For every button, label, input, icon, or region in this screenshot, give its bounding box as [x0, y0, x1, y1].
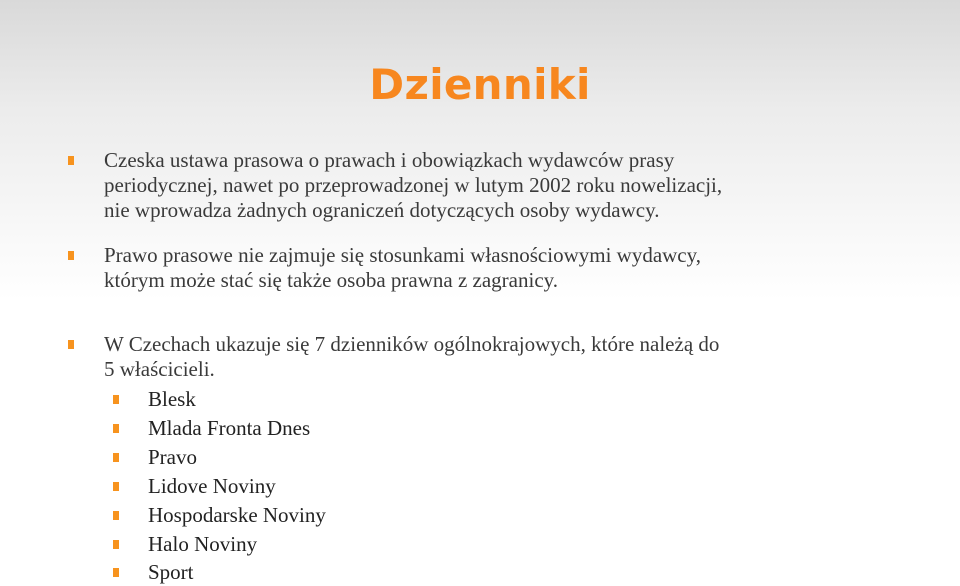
newspaper-name: Pravo [148, 445, 197, 469]
bullet-text-line: nie wprowadza żadnych ograniczeń dotyczących osoby wydawcy. [104, 198, 660, 222]
slide-title: Dzienniki [369, 60, 591, 109]
newspaper-name: Blesk [148, 387, 196, 411]
bullet-text-line: Prawo prasowe nie zajmuje się stosunkami własnościowymi wydawcy, [104, 243, 702, 267]
newspaper-item [148, 416, 310, 441]
newspaper-name: Sport [148, 560, 194, 584]
newspaper-item [148, 474, 276, 499]
bullet-text-line: którym może stać się także osoba prawna z zagranicy. [104, 268, 559, 292]
bullet-marker-icon [68, 340, 74, 349]
bullet-text-line: W Czechach ukazuje się 7 dzienników ogólnokrajowych, które należą do [104, 332, 720, 356]
bullet-dailies [104, 332, 719, 382]
sub-bullet-marker-icon [113, 568, 119, 577]
bullet-press-law [104, 148, 722, 223]
newspaper-item [148, 532, 257, 557]
newspaper-name: Hospodarske Noviny [148, 503, 326, 527]
newspaper-name: Halo Noviny [148, 532, 258, 556]
bullet-text-line: Czeska ustawa prasowa o prawach i obowiązkach wydawców prasy [104, 148, 675, 172]
newspaper-name: Mlada Fronta Dnes [148, 416, 311, 440]
sub-bullet-marker-icon [113, 395, 119, 404]
sub-bullet-marker-icon [113, 540, 119, 549]
newspaper-item [148, 445, 197, 470]
newspaper-name: Lidove Noviny [148, 474, 276, 498]
sub-bullet-marker-icon [113, 453, 119, 462]
newspaper-item [148, 387, 196, 412]
bullet-ownership [104, 243, 701, 293]
newspaper-item [148, 560, 194, 585]
sub-bullet-marker-icon [113, 482, 119, 491]
bullet-text-line: 5 właścicieli. [104, 357, 215, 381]
sub-bullet-marker-icon [113, 511, 119, 520]
bullet-marker-icon [68, 251, 74, 260]
bullet-text-line: periodycznej, nawet po przeprowadzonej w lutym 2002 roku nowelizacji, [104, 173, 723, 197]
newspaper-item [148, 503, 326, 528]
bullet-marker-icon [68, 156, 74, 165]
sub-bullet-marker-icon [113, 424, 119, 433]
